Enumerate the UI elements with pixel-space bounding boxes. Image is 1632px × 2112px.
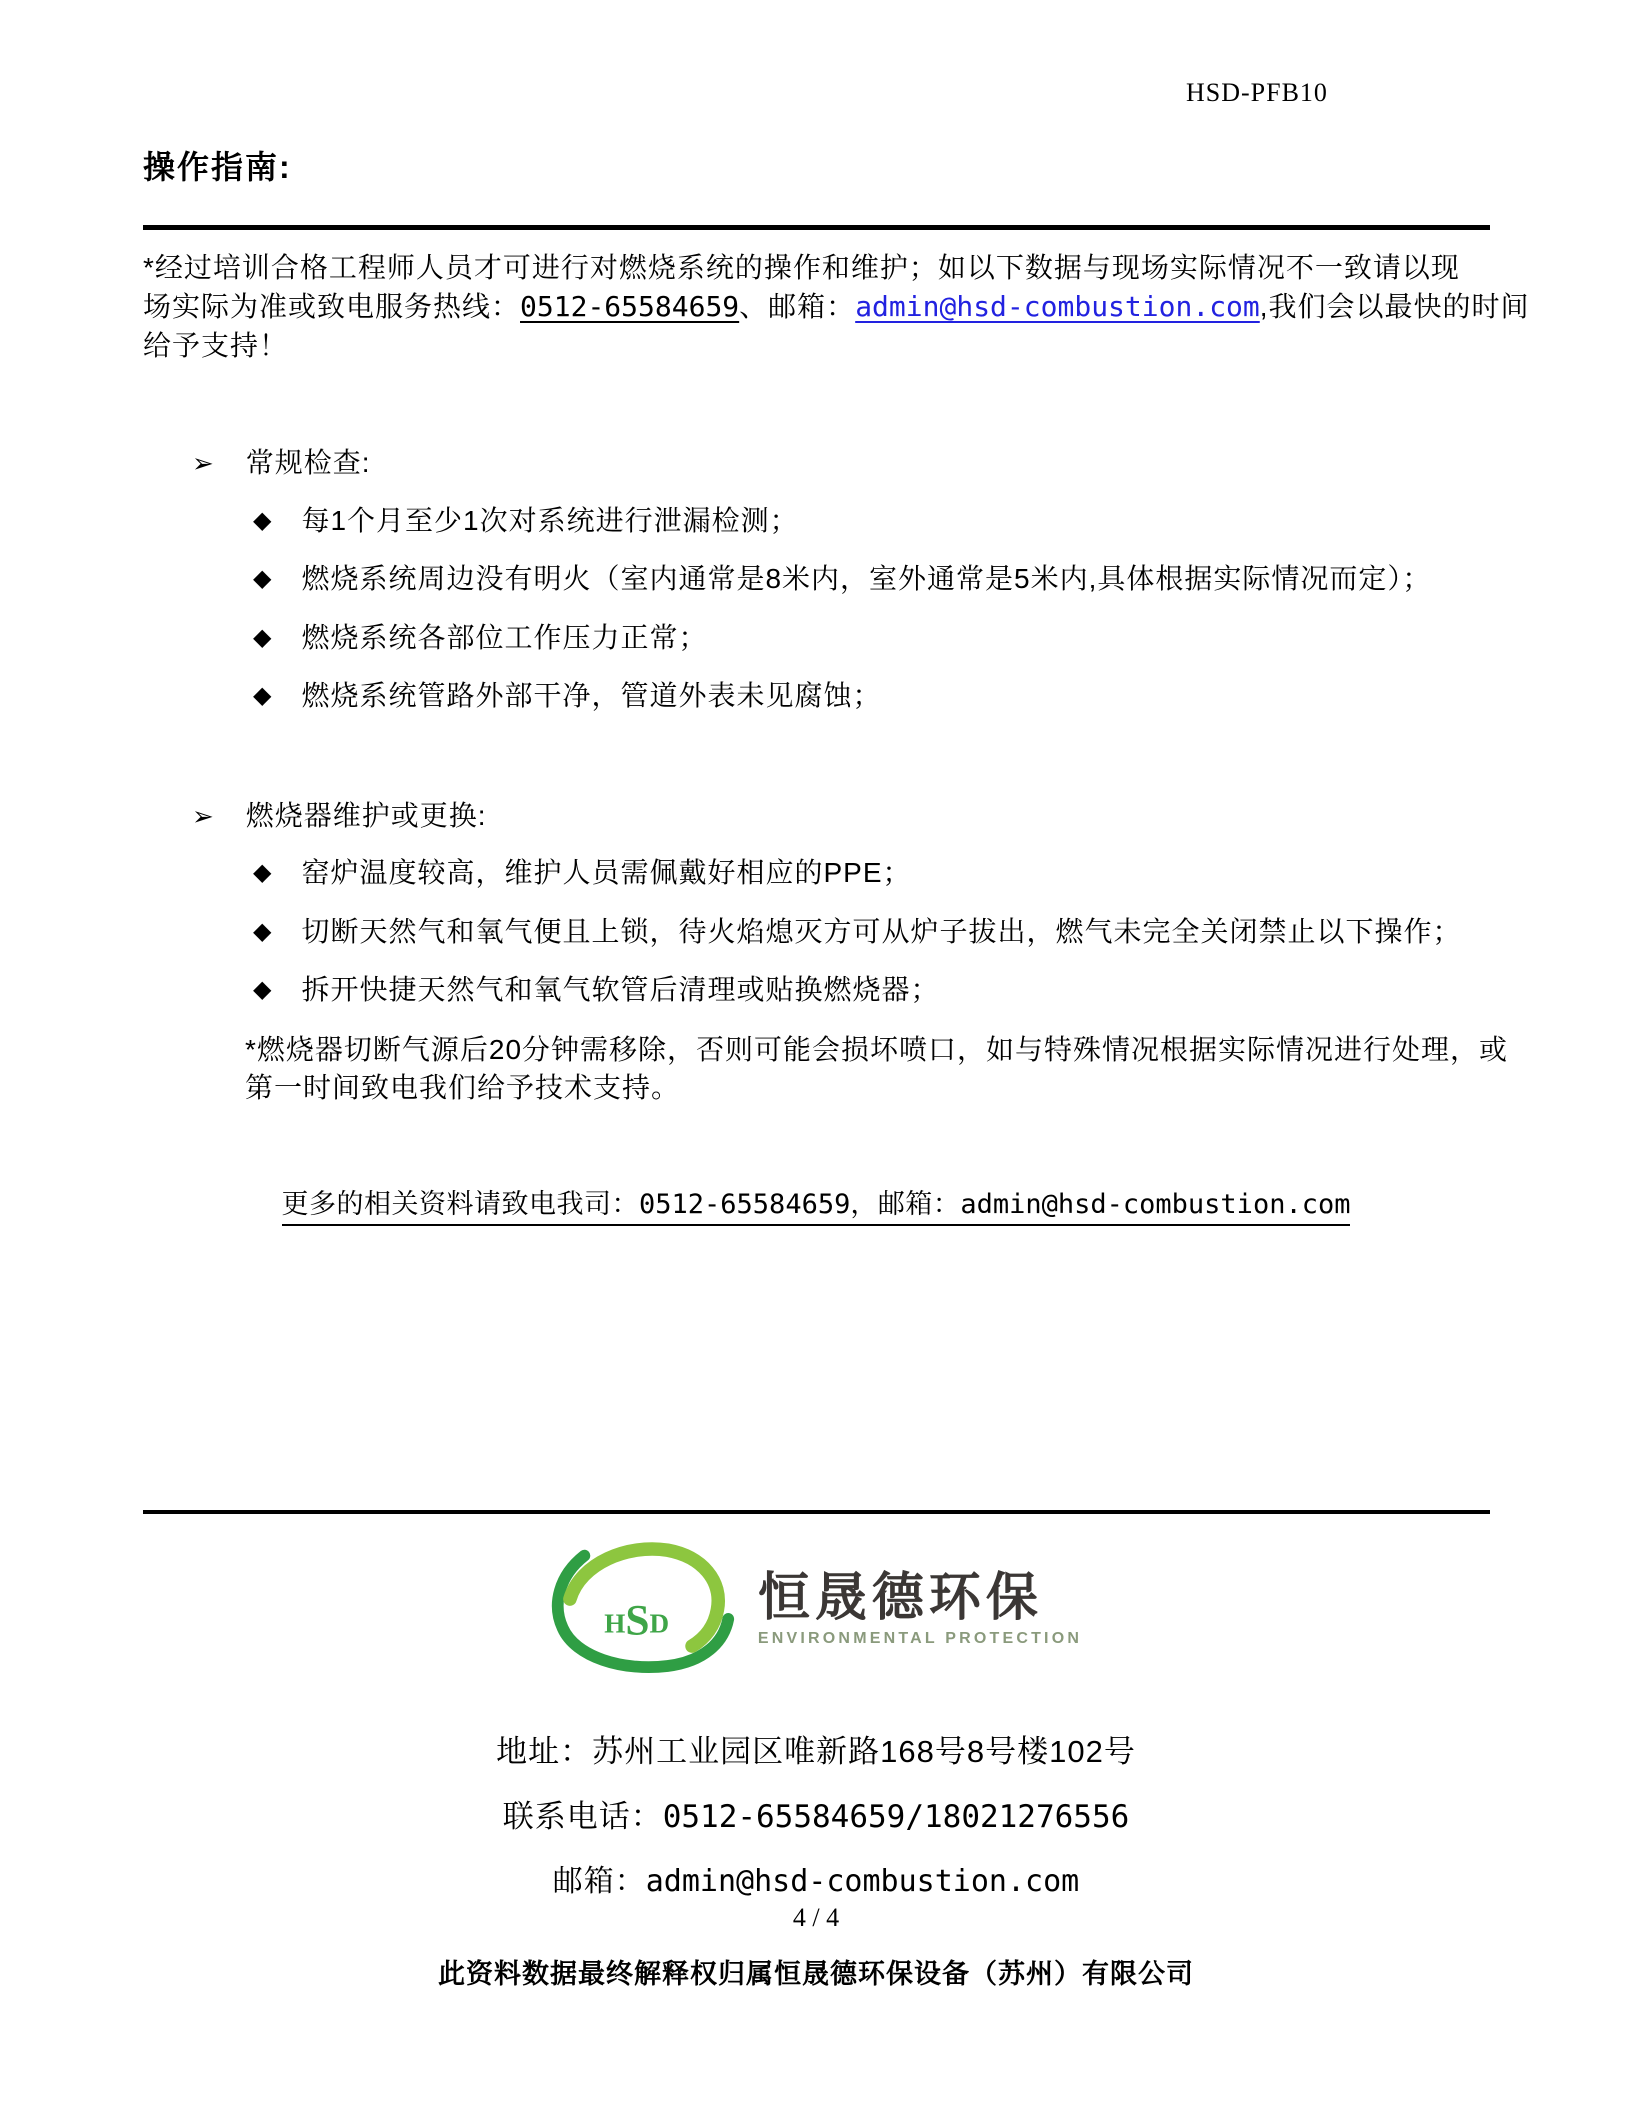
intro-line-2-post: ,我们会以最快的时间 xyxy=(1259,291,1530,322)
arrow-bullet-icon: ➢ xyxy=(192,448,215,478)
diamond-bullet-icon: ◆ xyxy=(253,507,273,534)
email-label: 邮箱： xyxy=(552,1865,646,1898)
address-value: 苏州工业园区唯新路168号8号楼102号 xyxy=(592,1734,1136,1769)
company-logo xyxy=(0,1538,1632,1680)
page-number: 4 / 4 xyxy=(792,1903,840,1932)
list-item-text: 切断天然气和氧气便且上锁，待火焰熄灭方可从炉子拔出，燃气未完全关闭禁止以下操作； xyxy=(301,916,1462,947)
list-item xyxy=(253,678,881,714)
section-heading-burner-maintenance xyxy=(192,799,487,833)
list-item xyxy=(253,972,939,1008)
footer-phone xyxy=(0,1791,1632,1836)
list-item xyxy=(253,561,1431,597)
page-title: 操作指南: xyxy=(143,149,292,185)
more-info-underlined-text xyxy=(282,1182,1351,1226)
diamond-bullet-icon: ◆ xyxy=(253,918,273,945)
logo-swirl-icon xyxy=(550,1538,740,1680)
company-name-en: ENVIRONMENTAL PROTECTION xyxy=(757,1630,1083,1647)
logo-monogram: HSD xyxy=(604,1596,670,1645)
legal-disclaimer: 此资料数据最终解释权归属恒晟德环保设备（苏州）有限公司 xyxy=(438,1959,1194,1989)
diamond-bullet-icon: ◆ xyxy=(253,976,273,1003)
list-item-text: 拆开快捷天然气和氧气软管后清理或贴换燃烧器； xyxy=(301,974,940,1005)
intro-line-2 xyxy=(143,287,1543,326)
arrow-bullet-icon: ➢ xyxy=(192,801,215,831)
logo-wordmark xyxy=(758,1570,1082,1648)
email-value: admin@hsd-combustion.com xyxy=(645,1864,1080,1899)
intro-line-2-mid: 、邮箱： xyxy=(739,291,856,322)
intro-line-2-pre: 场实际为准或致电服务热线： xyxy=(143,291,521,322)
more-info-email: admin@hsd-combustion.com xyxy=(960,1189,1351,1220)
intro-line-3: 给予支持！ xyxy=(143,330,289,361)
burner-removal-note xyxy=(245,1031,1508,1107)
footer-address xyxy=(0,1726,1632,1771)
list-item-text: 燃烧系统各部位工作压力正常； xyxy=(301,622,708,653)
service-phone: 0512-65584659 xyxy=(520,290,740,323)
list-item xyxy=(253,855,912,891)
note-line-2: 第一时间致电我们给予技术支持。 xyxy=(245,1072,681,1103)
more-info-pre: 更多的相关资料请致电我司： xyxy=(281,1189,640,1219)
diamond-bullet-icon: ◆ xyxy=(253,682,273,709)
more-info-mid: ，邮箱： xyxy=(850,1189,961,1219)
diamond-bullet-icon: ◆ xyxy=(253,624,273,651)
phone-value: 0512-65584659/18021276556 xyxy=(662,1799,1130,1835)
list-item-text: 每1个月至少1次对系统进行泄漏检测； xyxy=(301,505,799,536)
address-label: 地址： xyxy=(496,1734,593,1769)
list-item xyxy=(253,620,707,656)
more-info-phone: 0512-65584659 xyxy=(639,1189,851,1220)
company-name-cn: 恒晟德环保 xyxy=(757,1569,1043,1627)
list-item-text: 燃烧系统周边没有明火（室内通常是8米内，室外通常是5米内,具体根据实际情况而定）； xyxy=(301,563,1432,594)
service-email-link[interactable]: admin@hsd-combustion.com xyxy=(855,290,1260,323)
note-line-1: *燃烧器切断气源后20分钟需移除，否则可能会损坏喷口，如与特殊情况根据实际情况进行处理，或 xyxy=(245,1034,1509,1065)
section-heading-routine-check xyxy=(192,446,371,480)
section-heading-label: 燃烧器维护或更换: xyxy=(245,800,487,831)
more-info-line xyxy=(0,1182,1632,1226)
list-item xyxy=(253,503,799,539)
diamond-bullet-icon: ◆ xyxy=(253,565,273,592)
intro-line-1: *经过培训合格工程师人员才可进行对燃烧系统的操作和维护；如以下数据与现场实际情况不一致请以现 xyxy=(143,252,1460,283)
section-heading-label: 常规检查: xyxy=(245,447,371,478)
title-divider-rule xyxy=(143,225,1490,230)
list-item-text: 燃烧系统管路外部干净，管道外表未见腐蚀； xyxy=(301,680,882,711)
document-code: HSD-PFB10 xyxy=(1186,78,1328,107)
footer-email xyxy=(0,1856,1632,1900)
list-item xyxy=(253,914,1461,950)
intro-paragraph xyxy=(143,248,1543,365)
list-item-text: 窑炉温度较高，维护人员需佩戴好相应的PPE； xyxy=(301,857,912,888)
footer-divider-rule xyxy=(143,1510,1490,1514)
phone-label: 联系电话： xyxy=(502,1799,663,1834)
diamond-bullet-icon: ◆ xyxy=(253,859,273,886)
